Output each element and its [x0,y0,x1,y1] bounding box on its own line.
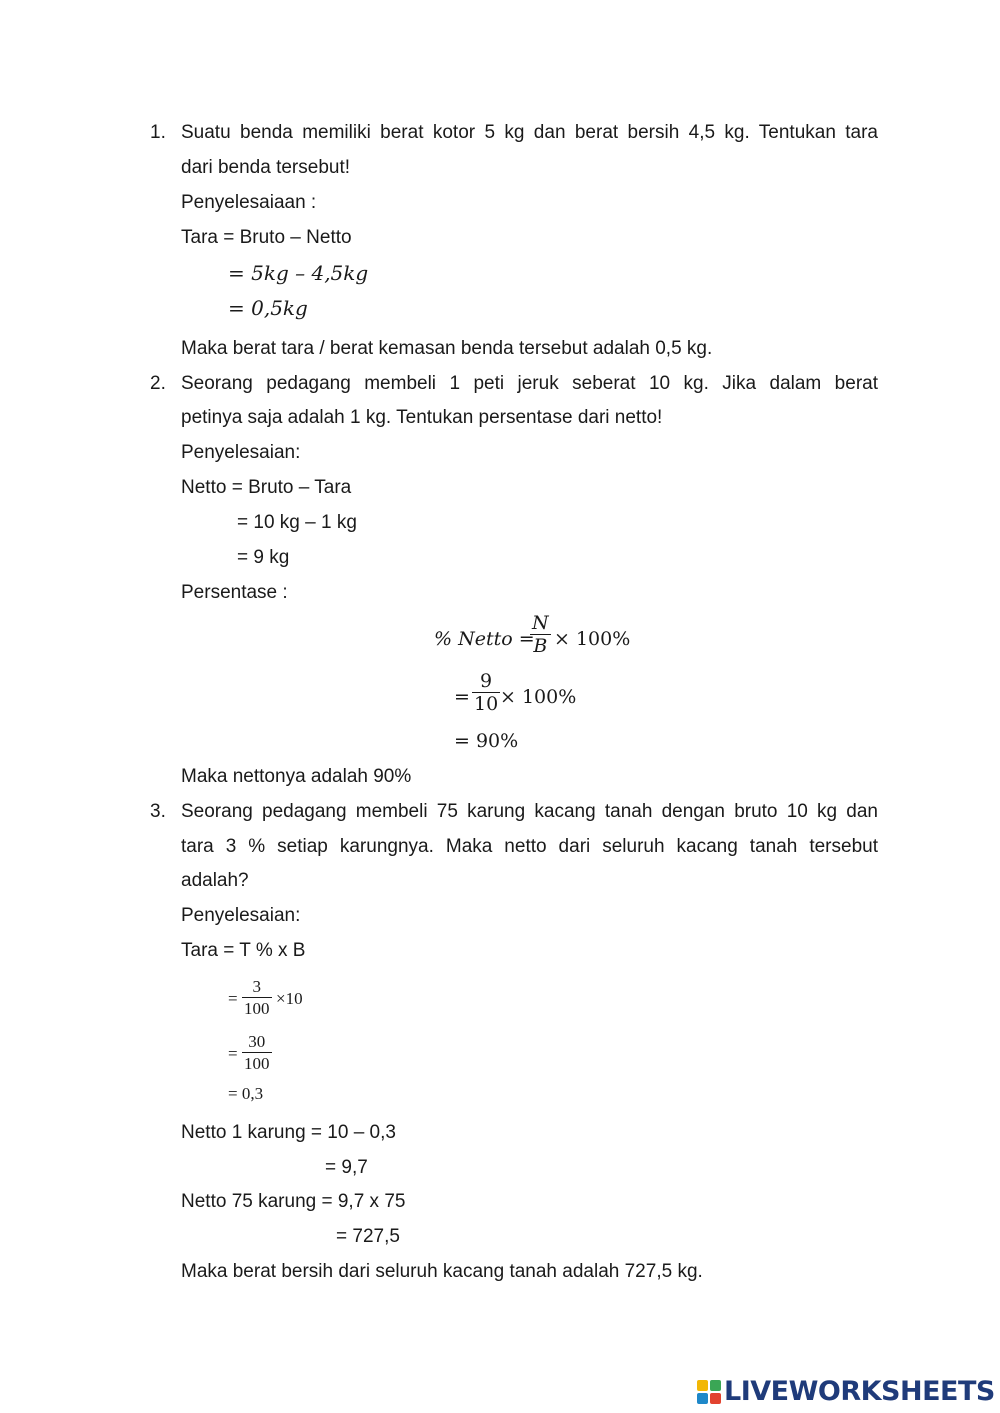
problem-1-question-line1: Suatu benda memiliki berat kotor 5 kg dan berat bersih 4,5 kg. Tentukan tara [181,122,878,143]
problem-1-step1: = 5kg – 4,5kg [228,261,369,285]
netto-75-karung: Netto 75 karung = 9,7 x 75 [181,1191,406,1212]
liveworksheets-logo [697,1376,997,1408]
pct-lhs: % Netto = [434,628,535,650]
problem-1-formula: Tara = Bruto – Netto [181,227,352,248]
logo-grid-icon [697,1380,721,1404]
logo-text: LIVEWORKSHEETS [724,1376,995,1407]
problem-3-formula: Tara = T % x B [181,940,306,961]
frac2-numerator: 30 [242,1031,272,1053]
frac1-numerator: 3 [242,976,272,998]
frac1-times: ×10 [276,989,303,1008]
problem-2-number: 2. [150,373,166,394]
problem-2-percent-label: Persentase : [181,582,288,603]
pct-times: × 100% [554,628,631,650]
problem-3-question-line2: tara 3 % setiap karungnya. Maka netto dari seluruh kacang tanah tersebut [181,836,878,857]
problem-3-question-line1: Seorang pedagang membeli 75 karung kacang tanah dengan bruto 10 kg dan [181,801,878,822]
problem-2-conclusion: Maka nettonya adalah 90% [181,766,412,787]
frac1-denominator: 100 [244,999,270,1018]
problem-1-question-line2: dari benda tersebut! [181,157,351,178]
problem-3-number: 3. [150,801,166,822]
pct-result: = 90% [454,730,519,752]
netto-1-result: = 9,7 [325,1157,368,1178]
problem-2-step2: = 9 kg [237,547,290,568]
problem-3-solution-label: Penyelesaian: [181,905,301,926]
frac2 [242,1031,272,1074]
pct-eq: = [454,686,470,708]
frac2-eq: = [228,1044,238,1063]
frac1 [242,976,272,1019]
netto-1-karung: Netto 1 karung = 10 – 0,3 [181,1122,396,1143]
problem-3-conclusion: Maka berat bersih dari seluruh kacang tanah adalah 727,5 kg. [181,1261,703,1282]
pct-denominator2: 10 [474,693,499,715]
problem-1-number: 1. [150,122,166,143]
pct-denominator: B [533,635,548,657]
pct-numerator2: 9 [472,670,500,693]
problem-2-question-line1: Seorang pedagang membeli 1 peti jeruk seberat 10 kg. Jika dalam berat [181,373,878,394]
problem-2-formula: Netto = Bruto – Tara [181,477,352,498]
pct-times2: × 100% [500,686,577,708]
problem-1-conclusion: Maka berat tara / berat kemasan benda tersebut adalah 0,5 kg. [181,338,713,359]
problem-3-question-line3: adalah? [181,870,249,891]
tara-result: = 0,3 [228,1084,264,1103]
problem-1-step2: = 0,5kg [228,296,308,320]
pct-numerator: N [532,612,549,634]
problem-1-solution-label: Penyelesaiaan : [181,192,317,213]
problem-2-solution-label: Penyelesaian: [181,442,301,463]
frac2-denominator: 100 [244,1054,270,1073]
netto-75-result: = 727,5 [336,1226,400,1247]
problem-2-question-line2: petinya saja adalah 1 kg. Tentukan persentase dari netto! [181,407,663,428]
problem-2-step1: = 10 kg – 1 kg [237,512,357,533]
pct-fraction2 [472,670,500,715]
pct-fraction [530,612,551,657]
frac1-eq: = [228,989,238,1008]
